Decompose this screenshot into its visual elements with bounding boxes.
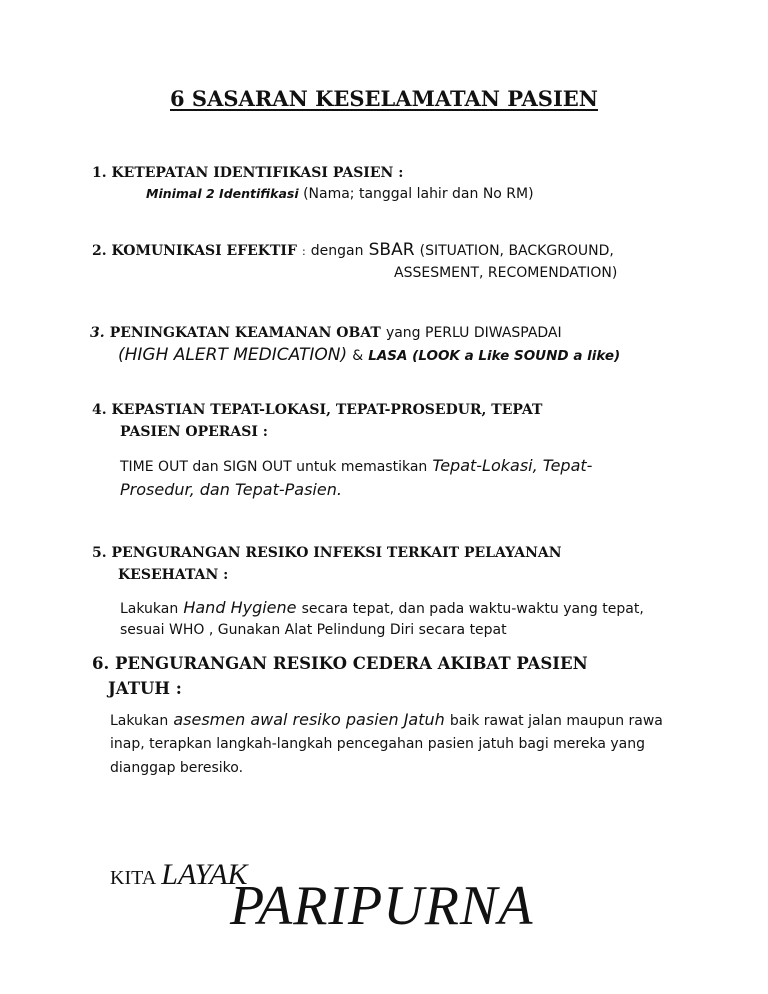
goal-6-heading-line-2: JATUH : (108, 679, 182, 698)
goal-2-heading: 2. KOMUNIKASI EFEKTIF (92, 243, 297, 259)
goal-3-number: 3. (90, 325, 105, 341)
goal-5-heading-line-2: KESEHATAN : (118, 567, 229, 583)
footer-paripurna: PARIPURNA (230, 875, 534, 937)
footer-kita: KITA (110, 867, 157, 889)
goal-5-heading-line-1: 5. PENGURANGAN RESIKO INFEKSI TERKAIT PELAYANAN (92, 545, 562, 561)
goal-2-sbar-expansion-2: ASSESMENT, RECOMENDATION) (394, 265, 618, 281)
goal-6-detail-line-2: inap, terapkan langkah-langkah pencegahan pasien jatuh bagi mereka yang (110, 736, 645, 752)
goal-1-detail (146, 186, 534, 202)
goal-3-line-1 (90, 322, 562, 341)
goal-2-sep: : (301, 245, 306, 258)
goal-3-amp: & (352, 348, 364, 364)
goal-4-detail-plain: TIME OUT dan SIGN OUT untuk memastikan (120, 459, 428, 475)
goal-5-detail-line-2: sesuai WHO , Gunakan Alat Pelindung Diri secara tepat (120, 622, 507, 638)
footer-line-1 (110, 858, 248, 892)
goal-5-lakukan: Lakukan (120, 601, 179, 617)
goal-6-lakukan: Lakukan (110, 713, 169, 729)
goal-5-hand-hygiene: Hand Hygiene (183, 598, 297, 617)
goal-6-detail-line-3: dianggap beresiko. (110, 760, 244, 776)
goal-1-detail-emph: Minimal 2 Identifikasi (146, 186, 299, 201)
goal-2-sbar: SBAR (368, 240, 415, 260)
goal-6-asesmen: asesmen awal resiko pasien Jatuh (173, 710, 445, 729)
goal-3-line-2 (118, 345, 620, 365)
goal-3-lasa: LASA (LOOK a Like SOUND a like) (368, 348, 621, 364)
goal-2-line-1 (92, 240, 614, 260)
goal-4-detail-line-1 (120, 456, 592, 475)
goal-3-yang-perlu: yang PERLU DIWASPADAI (385, 325, 562, 341)
goal-6-heading-line-1: 6. PENGURANGAN RESIKO CEDERA AKIBAT PASIEN (92, 654, 588, 673)
page-title: 6 SASARAN KESELAMATAN PASIEN (170, 86, 598, 111)
goal-4-heading-line-2: PASIEN OPERASI : (120, 424, 268, 440)
goal-1-heading: 1. KETEPATAN IDENTIFIKASI PASIEN : (92, 165, 404, 181)
goal-1-detail-rest: (Nama; tanggal lahir dan No RM) (303, 186, 534, 202)
goal-3-high-alert: (HIGH ALERT MEDICATION) (118, 345, 348, 365)
goal-5-detail-rest-1: secara tepat, dan pada waktu-waktu yang tepat, (301, 601, 644, 617)
goal-5-detail-line-1 (120, 598, 644, 617)
goal-6-detail-rest-1: baik rawat jalan maupun rawa (449, 713, 663, 729)
goal-4-heading-line-1: 4. KEPASTIAN TEPAT-LOKASI, TEPAT-PROSEDUR, TEPAT (92, 402, 543, 418)
goal-2-dengan: dengan (310, 243, 364, 259)
goal-4-detail-emph-1: Tepat-Lokasi, Tepat- (432, 456, 593, 475)
goal-4-detail-emph-2: Prosedur, dan Tepat-Pasien. (120, 480, 342, 499)
footer-layak: LAYAK (161, 858, 248, 891)
goal-2-sbar-expansion-1: (SITUATION, BACKGROUND, (419, 243, 614, 259)
goal-3-heading: PENINGKATAN KEAMANAN OBAT (109, 325, 381, 341)
goal-6-detail-line-1 (110, 710, 663, 729)
